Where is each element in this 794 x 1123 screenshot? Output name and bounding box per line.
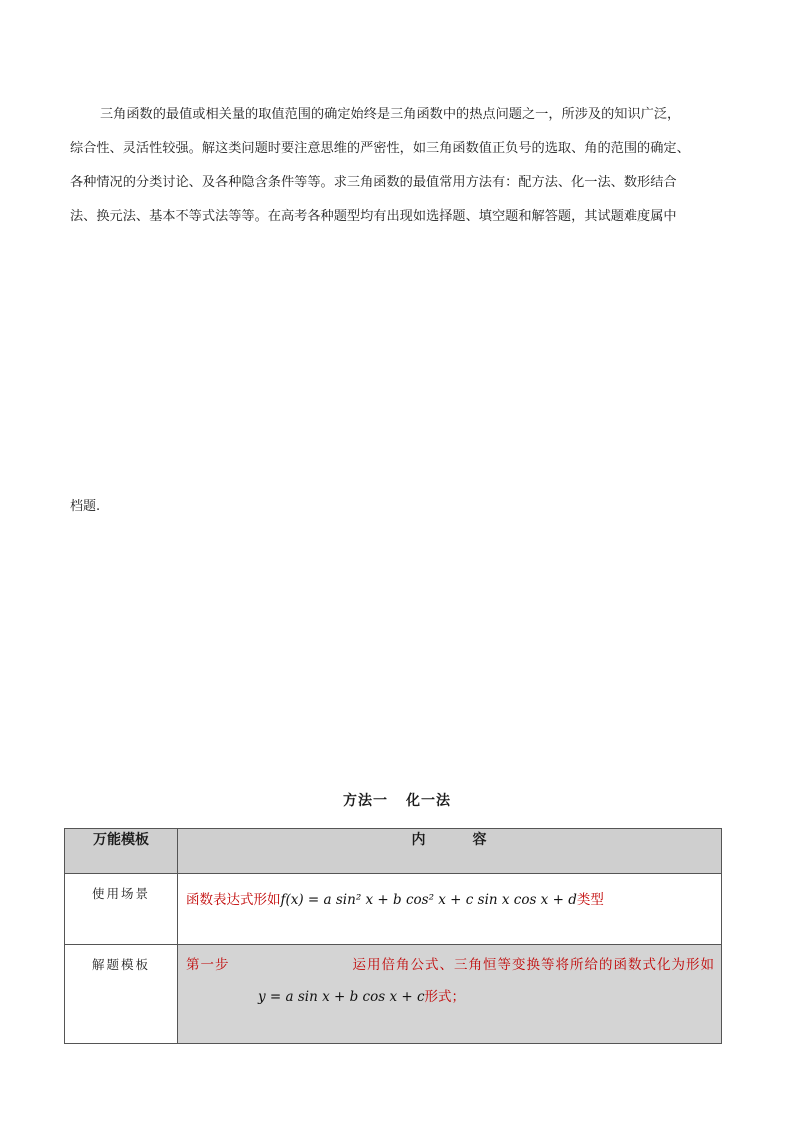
usage-text-before: 函数表达式形如 bbox=[186, 892, 281, 908]
step-formula-line bbox=[186, 985, 715, 1005]
header-content-a: 内 bbox=[411, 832, 427, 848]
header-content bbox=[178, 829, 722, 874]
header-template: 万能模板 bbox=[65, 829, 178, 874]
method-title-number: 方法一 bbox=[343, 793, 388, 809]
usage-text-after: 类型 bbox=[576, 892, 604, 908]
intro-tail: 档题. bbox=[70, 499, 101, 514]
step-text: 运用倍角公式、三角恒等变换等将所给的函数式化为形如 bbox=[352, 957, 715, 973]
intro-paragraph bbox=[70, 98, 724, 234]
row-label-usage: 使用场景 bbox=[65, 874, 178, 945]
intro-line: 法、换元法、基本不等式法等等。在高考各种题型均有出现如选择题、填空题和解答题，其试题难度属中 bbox=[70, 209, 677, 224]
usage-formula: f(x) = a sin² x + b cos² x + c sin x cos x + d bbox=[280, 892, 577, 908]
row-label-template: 解题模板 bbox=[65, 945, 178, 1044]
row-content-template bbox=[178, 945, 722, 1044]
step-text-after: 形式； bbox=[424, 989, 466, 1005]
method-title bbox=[0, 790, 794, 810]
step-line bbox=[186, 953, 715, 973]
header-content-b: 容 bbox=[472, 832, 488, 848]
intro-line: 各种情况的分类讨论、及各种隐含条件等等。求三角函数的最值常用方法有：配方法、化一法、数形结合 bbox=[70, 175, 677, 190]
method-title-name: 化一法 bbox=[406, 793, 451, 809]
table-row bbox=[65, 874, 722, 945]
table-header-row bbox=[65, 829, 722, 874]
step-formula: y = a sin x + b cos x + c bbox=[258, 989, 425, 1005]
table-row bbox=[65, 945, 722, 1044]
intro-line: 综合性、灵活性较强。解这类问题时要注意思维的严密性，如三角函数值正负号的选取、角的范围的确定、 bbox=[70, 141, 690, 156]
step-label: 第一步 bbox=[186, 957, 230, 973]
intro-line: 三角函数的最值或相关量的取值范围的确定始终是三角函数中的热点问题之一，所涉及的知识广泛， bbox=[100, 107, 681, 122]
template-table bbox=[64, 828, 722, 1044]
row-content-usage bbox=[178, 874, 722, 945]
